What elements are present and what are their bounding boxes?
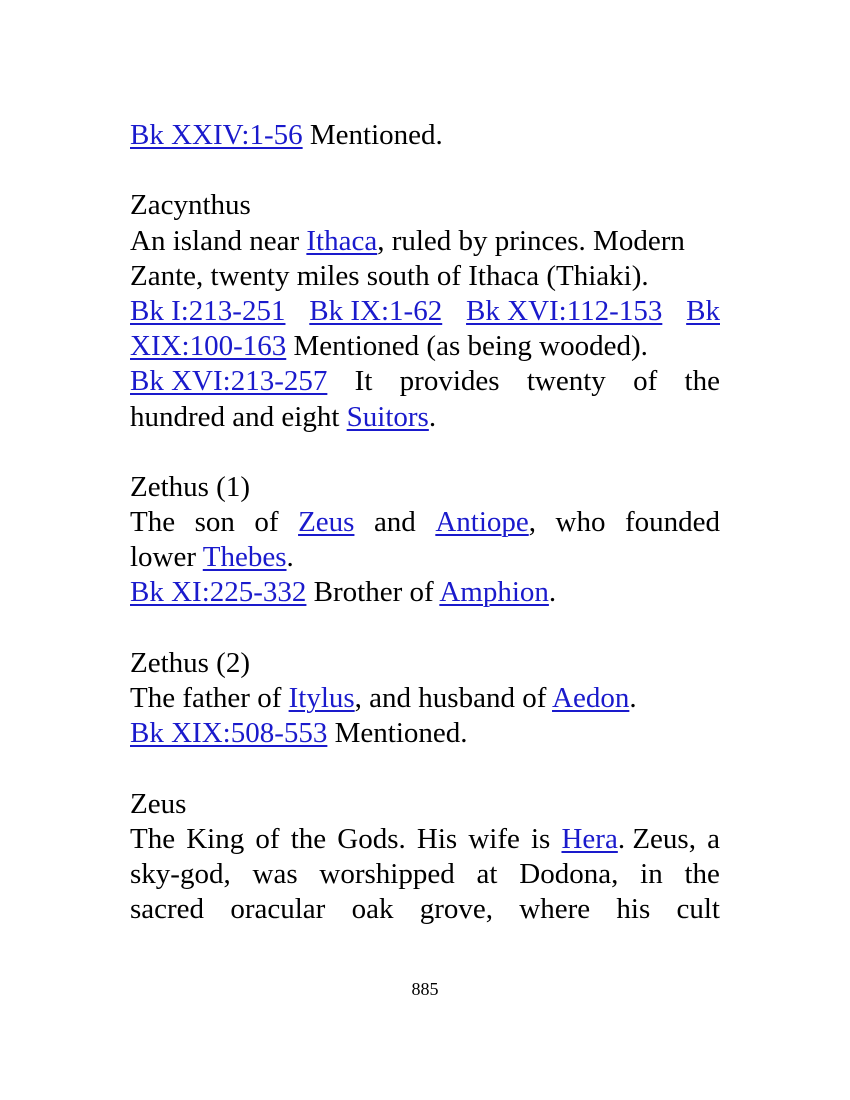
word: in	[640, 857, 663, 890]
word: the	[684, 365, 720, 398]
text-span: Brother of	[306, 576, 440, 609]
entry-heading-zeus: Zeus	[130, 787, 187, 820]
word: . Zeus,	[617, 822, 696, 855]
text-span: hundred and eight	[130, 400, 347, 433]
word: Dodona,	[519, 857, 619, 890]
word: King	[186, 822, 245, 855]
word-group	[561, 822, 695, 857]
link-zeus[interactable]: Zeus	[298, 506, 355, 539]
text-span: lower	[130, 541, 203, 574]
word: the	[684, 857, 720, 890]
text-span: .	[629, 682, 637, 714]
entry-text-line	[130, 400, 720, 435]
word: oak	[351, 893, 394, 926]
ref-link[interactable]: Bk	[686, 294, 720, 327]
link-suitors[interactable]: Suitors	[346, 400, 429, 433]
entry-heading-zethus-2: Zethus (2)	[130, 646, 250, 679]
text-span: , ruled by princes. Modern	[377, 224, 685, 257]
text-span: .	[286, 541, 294, 574]
entry-text-line	[130, 505, 720, 540]
entry-text-line	[130, 575, 720, 610]
ref-link[interactable]: Bk IX:1-62	[309, 294, 443, 327]
spacer	[130, 751, 720, 786]
prev-entry-line	[130, 118, 720, 153]
text-span: , and husband of	[354, 682, 553, 714]
word: His	[416, 822, 458, 855]
text-span: Mentioned (as being wooded).	[286, 330, 648, 363]
word: sky-god,	[130, 857, 231, 890]
entry-text-line	[130, 716, 720, 751]
entry-text-line	[130, 822, 720, 857]
word: his	[616, 893, 651, 926]
word: twenty	[526, 365, 606, 398]
ref-links-line	[130, 294, 720, 329]
entry-text-line: Zante, twenty miles south of Ithaca (Thiaki).	[130, 259, 649, 292]
ref-link[interactable]: Bk XXIV:1-56	[130, 119, 303, 151]
link-hera[interactable]: Hera	[561, 822, 618, 855]
word: where	[519, 893, 591, 926]
text-span: .	[548, 576, 557, 609]
text-span: .	[428, 400, 437, 433]
entry-heading-zacynthus: Zacynthus	[130, 189, 251, 222]
word: of	[633, 365, 658, 398]
ref-link[interactable]: XIX:100-163	[130, 330, 287, 363]
ref-text: Mentioned.	[302, 119, 443, 151]
entry-text-line	[130, 540, 720, 575]
entry-text-line	[130, 892, 720, 927]
link-itylus[interactable]: Itylus	[288, 682, 355, 714]
ref-link[interactable]: Bk XVI:112-153	[466, 294, 663, 327]
text-span: An island near	[130, 224, 307, 257]
word: son	[194, 506, 235, 539]
spacer	[130, 611, 720, 646]
link-antiope[interactable]: Antiope	[435, 506, 529, 539]
word: was	[252, 857, 298, 890]
ref-link[interactable]: Bk I:213-251	[130, 294, 286, 327]
word: The	[130, 506, 176, 539]
word: founded	[624, 506, 720, 539]
word: of	[255, 822, 280, 855]
word: wife	[468, 822, 520, 855]
entry-text-line	[130, 364, 720, 399]
link-thebes[interactable]: Thebes	[202, 541, 287, 574]
entry-text-line	[130, 857, 720, 892]
link-amphion[interactable]: Amphion	[439, 576, 549, 609]
word: the	[290, 822, 327, 855]
text-span: The father of	[130, 682, 289, 714]
text-span: Mentioned.	[327, 717, 468, 750]
word: at	[476, 857, 498, 890]
word: cult	[676, 893, 720, 926]
entry-text-line	[130, 681, 720, 716]
word: provides	[399, 365, 500, 398]
word: ,	[528, 506, 536, 539]
word: The	[130, 822, 176, 855]
link-ithaca[interactable]: Ithaca	[306, 224, 378, 257]
word: sacred	[130, 893, 205, 926]
entry-text-line	[130, 224, 720, 259]
word: a	[707, 822, 720, 855]
ref-link[interactable]: Bk XVI:213-257	[130, 365, 328, 398]
link-aedon[interactable]: Aedon	[552, 682, 630, 714]
word: grove,	[419, 893, 494, 926]
word: Gods.	[337, 822, 406, 855]
spacer	[130, 435, 720, 470]
word: It	[354, 365, 373, 398]
word: and	[373, 506, 416, 539]
word-group	[435, 505, 536, 540]
page-content	[130, 118, 720, 927]
page-number: 885	[411, 979, 439, 999]
word: oracular	[230, 893, 326, 926]
word: of	[254, 506, 279, 539]
entry-text-line	[130, 329, 720, 364]
word: is	[531, 822, 551, 855]
entry-heading-zethus-1: Zethus (1)	[130, 470, 250, 503]
word: worshipped	[319, 857, 455, 890]
ref-link[interactable]: Bk XI:225-332	[130, 576, 307, 609]
spacer	[130, 153, 720, 188]
ref-link[interactable]: Bk XIX:508-553	[130, 717, 328, 750]
word: who	[555, 506, 606, 539]
